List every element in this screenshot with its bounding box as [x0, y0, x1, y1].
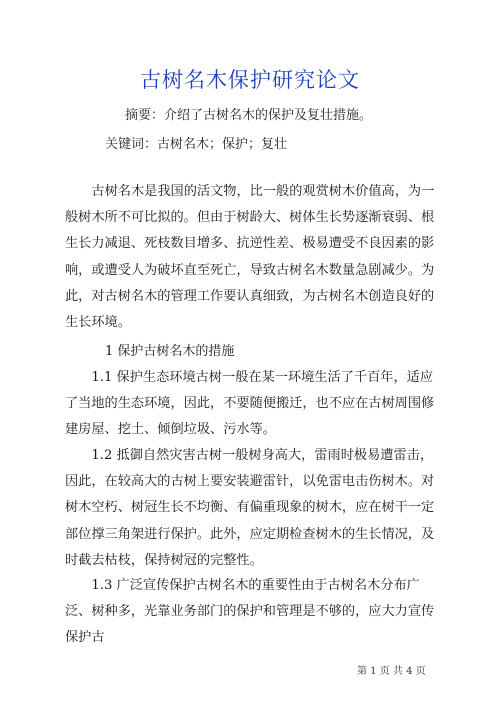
paragraph-1-2: 1.2 抵御自然灾害古树一般树身高大，雷雨时极易遭雷击，因此，在较高大的古树上要安装避雷针，以免雷电击伤树木。对树木空朽、树冠生长不均衡、有偏重现象的树木，应在树干一定部位撑三角架进行保护。此外，应定期检查树木的生长情况，及时截去枯枝，保持树冠的完整性。 [65, 448, 435, 568]
keywords-line: 关键词：古树名木；保护；复壮 [105, 137, 288, 152]
paragraph-1-3: 1.3 广泛宣传保护古树名木的重要性由于古树名木分布广泛、树种多，光靠业务部门的保护和管理是不够的，应大力宣传保护古 [65, 578, 435, 646]
paragraph-1-1: 1.1 保护生态环境古树一般在某一环境生活了千百年，适应了当地的生态环境，因此，不要随便搬迁，也不应在古树周围修建房屋、挖土、倾倒垃圾、污水等。 [65, 370, 435, 438]
intro-paragraph: 古树名木是我国的活文物，比一般的观赏树木价值高，为一般树木所不可比拟的。但由于树龄大、树体生长势逐渐衰弱、根生长力减退、死枝数目增多、抗逆性差、极易遭受不良因素的影响，或遭受人为破坏直至死亡，导致古树名木数量急剧减少。为此，对古树名木的管理工作要认真细致，为古树名木创造良好的生长环境。 [65, 184, 435, 331]
page-footer: 第 1 页 共 4 页 [357, 666, 426, 677]
section-heading: 1 保护古树名木的措施 [105, 344, 235, 359]
abstract-line: 摘要：介绍了古树名木的保护及复壮措施。 [125, 108, 373, 123]
document-title: 古树名木保护研究论文 [140, 68, 360, 92]
